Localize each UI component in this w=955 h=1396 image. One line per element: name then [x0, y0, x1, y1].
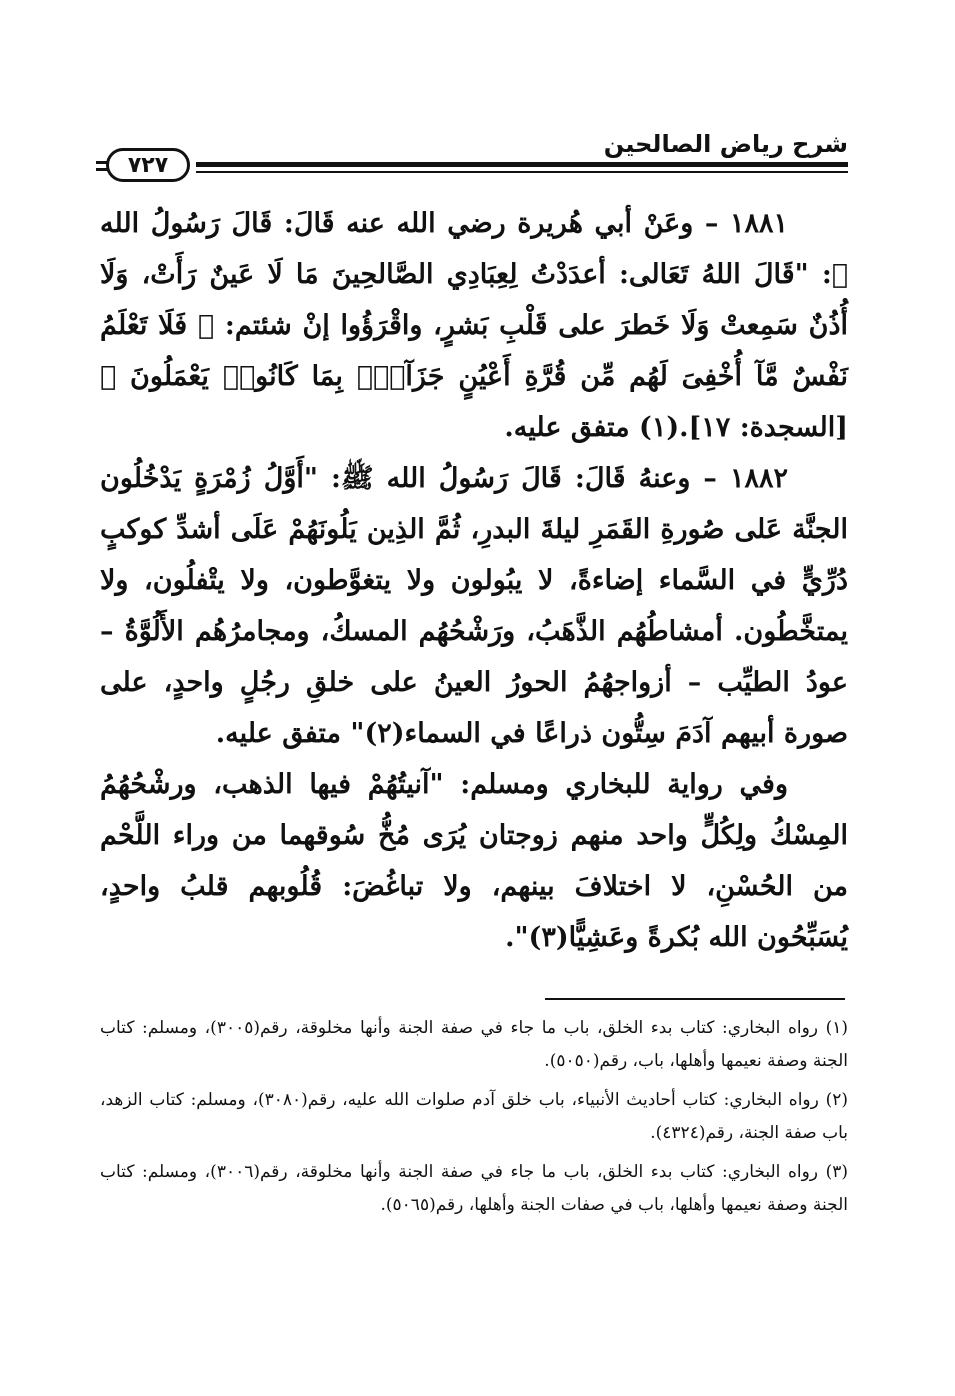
- footnote-1: (١) رواه البخاري: كتاب بدء الخلق، باب ما جاء في صفة الجنة وأنها مخلوقة، رقم(٣٠٠٥)، ومسلم: كتاب الجنة وصفة نعيمها وأهلها، باب، رقم(٥٠٥٠).: [100, 1018, 848, 1071]
- header-rule-thin: [196, 171, 848, 173]
- footnote-3: (٣) رواه البخاري: كتاب بدء الخلق، باب ما جاء في صفة الجنة وأنها مخلوقة، رقم(٣٠٠٦)، ومسلم: كتاب الجنة وصفة نعيمها وأهلها، باب في صفات الجنة وأهلها، رقم(٥٠٦٥).: [100, 1162, 848, 1215]
- hadith-1882-narration: وفي رواية للبخاري ومسلم: "آنيتُهُمْ فيها الذهب، ورشْحُهُمُ المِسْكُ ولِكُلٍّ واحد منهم زوجتان يُرَى مُخُّ سُوقهما من وراء اللَّحْم من الحُسْنِ، لا اختلافَ بينهم، ولا تباغُضَ: قُلُوبهم قلبُ واحدٍ، يُسَبِّحُون الله بُكرةً وعَشِيًّا(٣)".: [100, 769, 848, 953]
- page-number: ٧٢٧: [106, 148, 190, 182]
- footnote-2: (٢) رواه البخاري: كتاب أحاديث الأنبياء، باب خلق آدم صلوات الله عليه، رقم(٣٠٨٠)، ومسلم: كتاب الزهد، باب صفة الجنة، رقم(٤٣٢٤).: [100, 1090, 849, 1143]
- footnote-separator: [545, 998, 845, 1000]
- book-title: شرح رياض الصالحين: [603, 130, 848, 158]
- header-rule-thick: [196, 162, 848, 167]
- hadith-1882: ١٨٨٢ – وعنهُ قَالَ: قَالَ رَسُولُ الله ﷺ: "أَوَّلُ زُمْرَةٍ يَدْخُلُون الجنَّة عَلى صُورةِ القَمَرِ ليلةَ البدرِ، ثُمَّ الذِين يَلُونَهُمْ عَلَى أشدِّ كوكبٍ دُرِّيٍّ في السَّماء إضاءةً، لا يبُولون ولا يتغوَّطون، ولا يتْفلُون، ولا يمتخَّطُون. أمشاطُهُم الذَّهَبُ، ورَشْحُهُم المسكُ، ومجامرُهُم الأَلُوَّةُ – عودُ الطيِّب – أزواجهُمُ الحورُ العينُ على خلقِ رجُلٍ واحدٍ، على صورة أبيهم آدَمَ سِتُّون ذراعًا في السماء(٢)" متفق عليه.: [100, 463, 848, 749]
- page-header: [100, 126, 848, 186]
- hadith-1881: ١٨٨١ – وعَنْ أبي هُريرة رضي الله عنه قَالَ: قَالَ رَسُولُ الله ﷺ: "قَالَ اللهُ تَعَالى: أعدَدْتُ لِعِبَادِي الصَّالحِينَ مَا لَا عَينٌ رَأَتْ، وَلَا أُذُنٌ سَمِعتْ وَلَا خَطرَ على قَلْبِ بَشرٍ، واقْرَؤُوا إنْ شئتم: ﴿ فَلَا تَعْلَمُ نَفْسٌ مَّآ أُخْفِىَ لَهُم مِّن قُرَّةِ أَعْيُنٍ جَزَآءَۢ بِمَا كَانُوا۟ يَعْمَلُونَ ﴾ [السجدة: ١٧].(١) متفق عليه.: [100, 208, 848, 443]
- main-text: [100, 198, 848, 963]
- footnotes: [100, 1012, 848, 1228]
